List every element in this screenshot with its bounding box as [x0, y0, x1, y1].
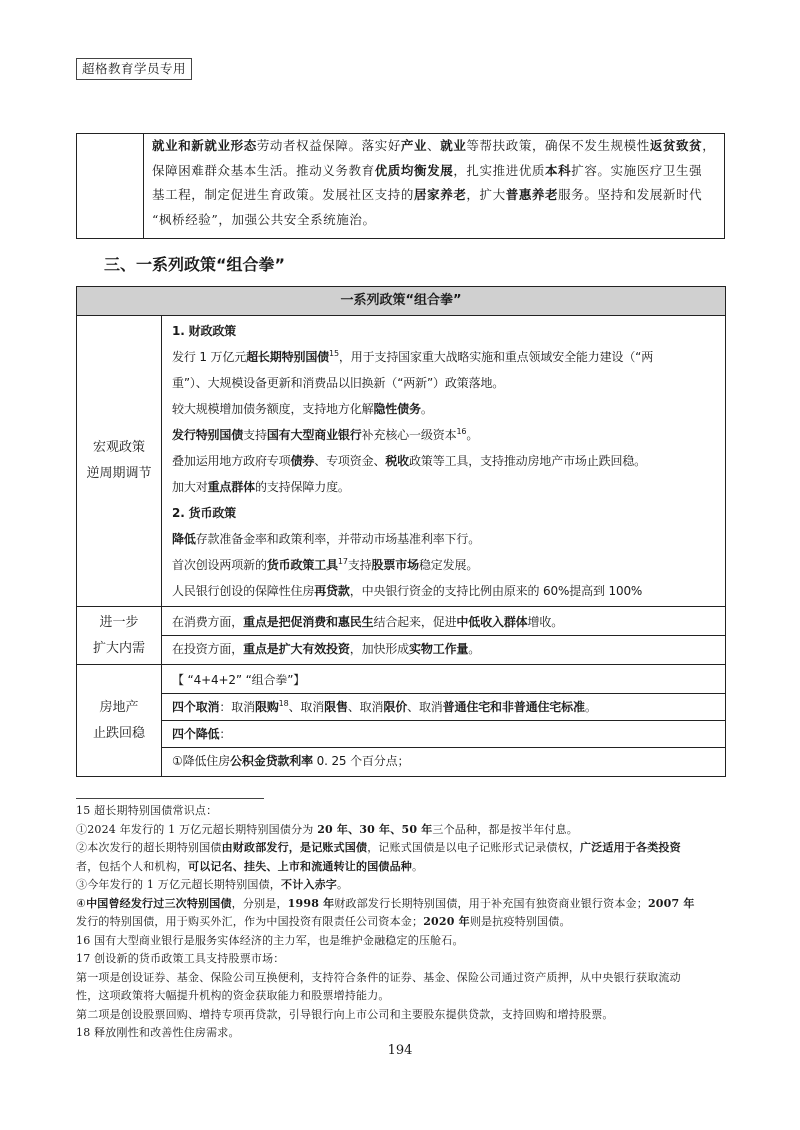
emphasis-text: 可以记名、挂失、上市和流通转让的国债品种 [188, 859, 412, 873]
text-segment: 重”）、大规模设备更新和消费品以旧换新（“两新”）政策落地。 [172, 376, 505, 390]
text-line [172, 448, 717, 474]
text-segment: ②本次发行的超长期特别国债 [76, 841, 222, 854]
text-segment: 在消费方面， [172, 615, 244, 629]
text-segment: 17 创设新的货币政策工具支持股票市场： [76, 952, 285, 965]
footnote-line [76, 932, 726, 951]
text-segment: ，中央银行资金的支持比例由原来的 60%提高到 100% [349, 584, 643, 598]
footnote-line [76, 821, 726, 840]
emphasis-text: 税收 [385, 454, 410, 468]
text-segment: ①降低住房 [172, 754, 231, 768]
text-segment: ：取消 [219, 700, 255, 714]
row-category [77, 607, 162, 664]
page-number: 194 [387, 1043, 413, 1058]
text-segment: 加大对 [172, 480, 208, 494]
subheading [172, 500, 717, 526]
text-segment: 在投资方面， [172, 642, 244, 656]
emphasis-text: 四个降低 [172, 727, 220, 741]
footnote-line [76, 839, 726, 858]
emphasis-text: 四个取消 [172, 700, 220, 714]
row-content [162, 607, 725, 664]
emphasis-text: 发行特别国债 [172, 428, 244, 442]
emphasis-text: 实物工作量 [409, 642, 469, 656]
row-content [162, 665, 725, 776]
text-line [172, 609, 717, 635]
table-row [77, 316, 725, 607]
text-segment: ，记账式国债是以电子记账形式记录债权， [367, 841, 581, 854]
text-line [172, 474, 717, 500]
text-segment: 基工程，制定促进生育政策。发展社区支持的 [152, 187, 415, 202]
text-segment: 支持 [347, 558, 372, 572]
text-segment: ①2024 年发行的 1 万亿元超长期特别国债分为 [76, 822, 318, 836]
text-segment: 人民银行创设的保障性住房 [172, 584, 315, 598]
text-segment: 政策等工具，支持推动房地产市场止跌回稳。 [409, 454, 647, 468]
text-segment: 【 “4+4+2” “组合拳”】 [172, 673, 306, 687]
emphasis-text: 债券 [290, 454, 315, 468]
emphasis-text: 隐性债务 [373, 402, 421, 416]
footnote-line [76, 802, 726, 821]
text-segment: 第一项是创设证券、基金、保险公司互换便利，支持符合条件的证券、基金、保险公司通过资产质押，从中央银行获取流动 [76, 970, 681, 984]
footnote-ref: 15 [329, 349, 339, 358]
text-line [172, 422, 717, 448]
footnote-line [76, 876, 726, 895]
text-segment: 等帮扶政策，确保不发生规模性 [466, 138, 650, 153]
emphasis-text: 优质均衡发展 [374, 162, 454, 178]
text-segment: 较大规模增加债务额度，支持地方化解 [172, 402, 374, 416]
emphasis-text: 1998 年 [287, 896, 335, 910]
emphasis-text: 2007 年 [647, 896, 695, 910]
emphasis-text: 限售 [324, 700, 348, 714]
text-segment: 则是抗疫特别国债。 [469, 915, 571, 928]
text-segment: 第二项是创设股票回购、增持专项再贷款，引导银行向上市公司和主要股东提供贷款，支持回购和增持股票。 [76, 1007, 614, 1021]
emphasis-text: 重点是扩大有效投资 [243, 642, 350, 656]
text-segment: 扩容。实施医疗卫生强 [571, 162, 703, 178]
text-segment: ，扩大 [466, 187, 506, 202]
emphasis-text: 货币政策工具 [266, 558, 338, 572]
footnote-line [76, 858, 726, 877]
text-segment: ，加快形成 [349, 642, 410, 656]
emphasis-text: 广泛适用于各类投资 [580, 841, 681, 854]
text-segment: 发行 1 万亿元 [172, 350, 247, 364]
text-segment: 、取消 [407, 700, 443, 714]
text-segment: 增收。 [527, 615, 564, 629]
text-line [172, 396, 717, 422]
emphasis-text: 国有大型商业银行 [266, 428, 362, 442]
emphasis-text: 居家养老 [414, 187, 467, 202]
emphasis-text: 中低收入群体 [456, 615, 528, 629]
text-segment: ， [702, 138, 716, 153]
text-segment: ③今年发行的 1 万亿元超长期特别国债， [76, 878, 281, 891]
text-segment: 发行的特别国债，用于购买外汇，作为中国投资有限责任公司资本金； [76, 915, 424, 928]
text-segment: 16 国有大型商业银行是服务实体经济的主力军，也是维护金融稳定的压舱石。 [76, 933, 464, 947]
text-line [172, 636, 717, 662]
emphasis-text: 由财政部发行，是记账式国债 [221, 841, 368, 854]
text-line [172, 748, 717, 774]
text-segment: 。 [584, 700, 597, 714]
continued-table-left-cell [76, 133, 144, 239]
text-segment: ④ [76, 896, 87, 910]
text-segment: ，分别是， [231, 896, 288, 910]
text-line [172, 721, 717, 747]
text-segment: 、 [427, 138, 441, 153]
text-segment: 0. 25 个百分点； [312, 754, 410, 768]
continued-text [144, 134, 724, 232]
continued-table-cell [143, 133, 725, 239]
text-segment: 叠加运用地方政府专项 [172, 454, 291, 468]
text-segment: ： [219, 727, 232, 741]
text-segment: 、专项资金、 [314, 454, 386, 468]
text-line [172, 552, 717, 578]
footnote-line [76, 950, 726, 969]
text-segment: 补充核心一级资本 [361, 428, 457, 442]
text-segment: 、取消 [288, 700, 325, 714]
category-label: 止跌回稳 [92, 725, 145, 741]
text-segment: 2. 货币政策 [172, 506, 237, 520]
emphasis-text: 普通住宅和非普通住宅标准 [442, 700, 585, 714]
row-content [162, 316, 725, 606]
footnote-ref: 17 [337, 557, 348, 566]
section-heading: 三、一系列政策“组合拳” [104, 255, 286, 274]
category-label: 进一步 [99, 614, 139, 630]
footnote-line [76, 1024, 726, 1043]
emphasis-text: 限购 [254, 700, 279, 714]
emphasis-text: 超长期特别国债 [246, 350, 330, 364]
emphasis-text: 重点是把促消费和惠民生 [243, 615, 374, 629]
text-line [172, 578, 717, 604]
text-line [172, 526, 717, 552]
text-segment: 18 释放刚性和改善性住房需求。 [76, 1026, 240, 1039]
emphasis-text: 降低 [172, 532, 196, 546]
policy-table [76, 286, 726, 777]
text-segment: 三个品种，都是按半年付息。 [432, 822, 579, 836]
text-segment: “枫桥经验”，加强公共安全系统施治。 [152, 211, 376, 227]
footnote-line [76, 913, 726, 932]
footnote-ref: 16 [456, 427, 467, 436]
category-label: 逆周期调节 [86, 466, 152, 481]
text-segment: 劳动者权益保障。落实好 [256, 138, 401, 153]
header-stamp: 超格教育学员专用 [76, 58, 192, 80]
category-label: 宏观政策 [92, 440, 145, 455]
text-segment: ，用于支持国家重大战略实施和重点领域安全能力建设（“两 [338, 350, 654, 364]
text-segment: ，扎实推进优质 [453, 162, 546, 178]
footnote-line [76, 895, 726, 914]
emphasis-text: 返贫致贫 [649, 138, 703, 153]
text-segment: 财政部发行长期特别国债，用于补充国有独资商业银行资本金； [334, 896, 648, 910]
text-segment: 。 [420, 402, 433, 416]
emphasis-text: 普惠养老 [505, 187, 559, 202]
footnote-line [76, 969, 726, 988]
text-segment: 。 [466, 428, 479, 442]
category-label: 房地产 [99, 699, 139, 715]
emphasis-text: 中国曾经发行过三次特别国债 [86, 896, 232, 910]
text-line [172, 344, 717, 370]
table-title: 一系列政策“组合拳” [77, 287, 725, 316]
text-segment: 的支持保障力度。 [254, 480, 350, 494]
footnote-line [76, 1006, 726, 1025]
category-label: 扩大内需 [92, 640, 145, 656]
text-segment: 支持 [243, 428, 267, 442]
text-line [172, 694, 717, 720]
emphasis-text: 本科 [545, 162, 572, 178]
footnote-divider [76, 798, 264, 799]
text-segment: 15 超长期特别国债常识点： [76, 804, 218, 817]
text-segment: 性，这项政策将大幅提升机构的资金获取能力和股票增持能力。 [76, 989, 390, 1002]
emphasis-text: 再贷款 [314, 584, 350, 598]
text-line [172, 370, 717, 396]
row-category [77, 316, 162, 606]
emphasis-text: 20 年、30 年、50 年 [317, 822, 433, 836]
footnote-line [76, 987, 726, 1006]
text-line [172, 667, 717, 693]
text-segment: 结合起来，促进 [373, 615, 457, 629]
emphasis-text: 限价 [383, 700, 408, 714]
emphasis-text: 产业 [400, 138, 428, 153]
row-category [77, 665, 162, 776]
text-segment: 首次创设两项新的 [172, 558, 267, 572]
footnote-ref: 18 [278, 699, 289, 708]
text-segment: 保障困难群众基本生活。推动义务教育 [152, 162, 375, 178]
footnotes [76, 802, 726, 1043]
emphasis-text: 股票市场 [371, 558, 419, 572]
text-segment: 服务。坚持和发展新时代 [558, 187, 703, 202]
text-line [152, 134, 716, 159]
text-segment: 1. 财政政策 [172, 324, 237, 338]
text-segment: 、取消 [347, 700, 384, 714]
text-segment: 稳定发展。 [418, 558, 479, 572]
text-segment: 。 [337, 878, 349, 891]
emphasis-text: 重点群体 [207, 480, 255, 494]
text-segment: 。 [468, 642, 481, 656]
emphasis-text: 就业 [440, 138, 467, 153]
emphasis-text: 不计入赤字 [281, 878, 337, 891]
text-line [152, 183, 716, 208]
emphasis-text: 2020 年 [423, 915, 470, 928]
emphasis-text: 公积金贷款利率 [230, 754, 313, 768]
subheading [172, 318, 717, 344]
table-row [77, 607, 725, 665]
emphasis-text: 就业和新就业形态 [152, 138, 257, 153]
text-segment: 存款准备金率和政策利率，并带动市场基准利率下行。 [195, 532, 481, 546]
table-row [77, 665, 725, 776]
text-line [152, 159, 716, 184]
text-segment: 。 [412, 859, 424, 873]
text-line [152, 208, 716, 233]
text-segment: 者，包括个人和机构， [76, 859, 188, 873]
